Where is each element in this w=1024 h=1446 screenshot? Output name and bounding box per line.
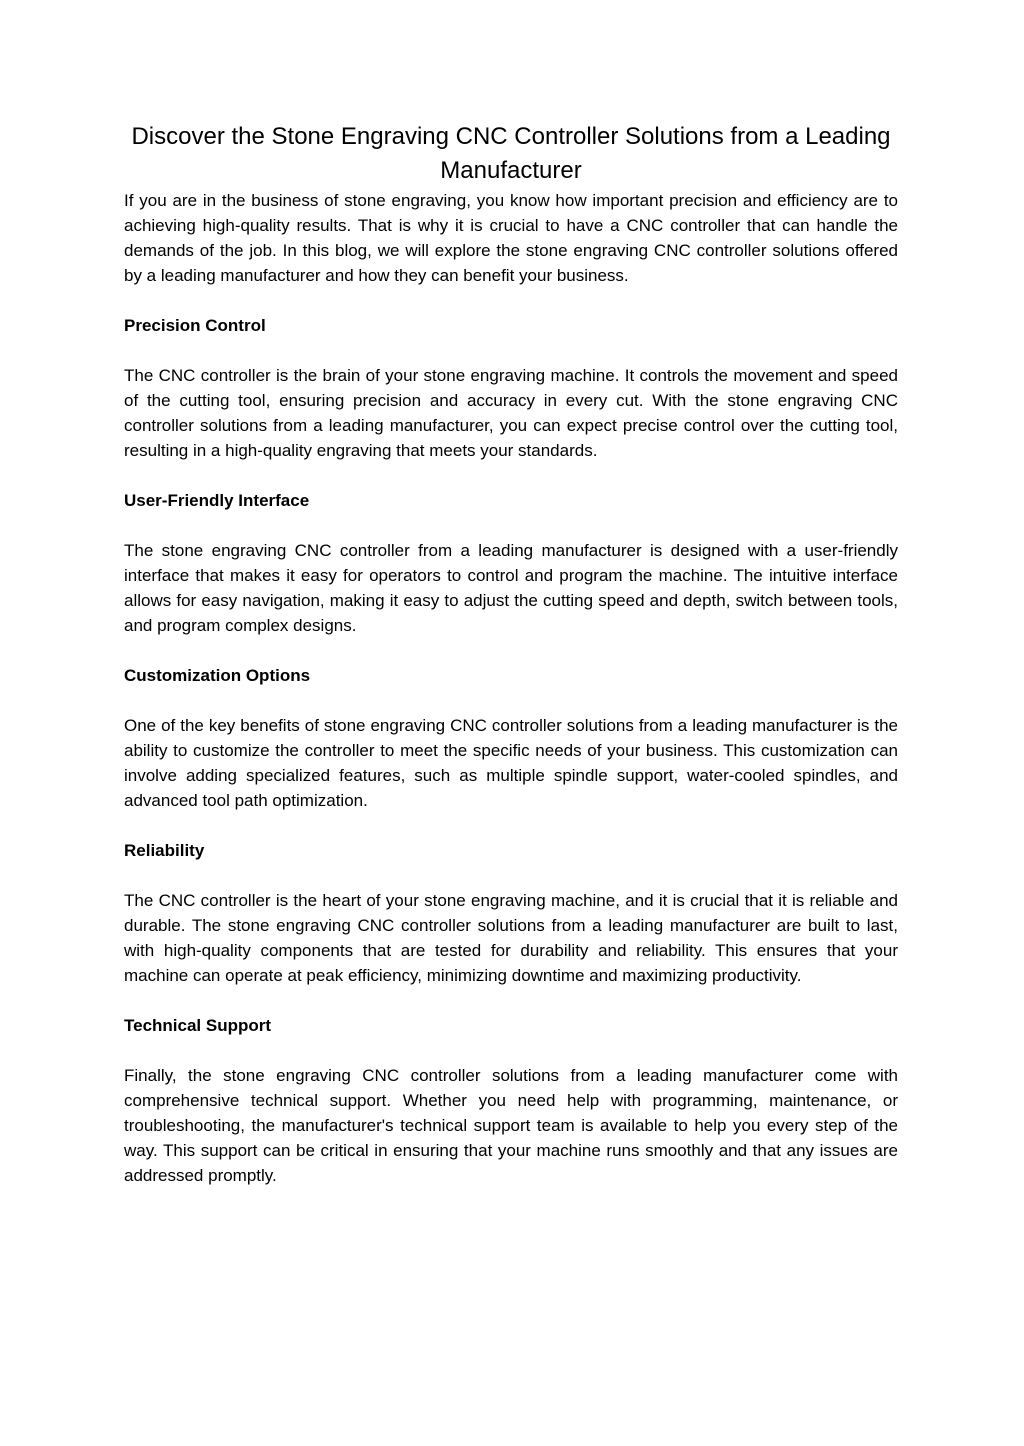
section-heading: Precision Control — [124, 316, 266, 335]
section-heading: User-Friendly Interface — [124, 491, 310, 510]
section-paragraph: The CNC controller is the heart of your stone engraving machine, and it is crucial that it is reliable and durable. The stone engraving CNC controller solutions from a leading manufacturer are built to last, with high-quality components that are tested for durability and reliability. This ensures that your machine can operate at peak efficiency, minimizing downtime and maximizing productivity. — [124, 891, 898, 985]
section-customization-options — [124, 663, 898, 813]
section-paragraph: One of the key benefits of stone engraving CNC controller solutions from a leading manufacturer is the ability to customize the controller to meet the specific needs of your business. This customization can involve adding specialized features, such as multiple spindle support, water-cooled spindles, and advanced tool path optimization. — [124, 716, 898, 810]
section-heading: Reliability — [124, 841, 205, 860]
section-precision-control — [124, 313, 898, 463]
document-page — [124, 120, 898, 1188]
section-reliability — [124, 838, 898, 988]
section-paragraph: The stone engraving CNC controller from a leading manufacturer is designed with a user-friendly interface that makes it easy for operators to control and program the machine. The intuitive interface allows for easy navigation, making it easy to adjust the cutting speed and depth, switch between tools, and program complex designs. — [124, 541, 898, 635]
section-paragraph: Finally, the stone engraving CNC controller solutions from a leading manufacturer come with comprehensive technical support. Whether you need help with programming, maintenance, or troubleshooting, the manufacturer's technical support team is available to help you every step of the way. This support can be critical in ensuring that your machine runs smoothly and that any issues are addressed promptly. — [124, 1066, 898, 1185]
section-heading: Customization Options — [124, 666, 311, 685]
section-technical-support — [124, 1013, 898, 1188]
section-paragraph: The CNC controller is the brain of your stone engraving machine. It controls the movement and speed of the cutting tool, ensuring precision and accuracy in every cut. With the stone engraving CNC controller solutions from a leading manufacturer, you can expect precise control over the cutting tool, resulting in a high-quality engraving that meets your standards. — [124, 366, 898, 460]
intro-paragraph: If you are in the business of stone engraving, you know how important precision and efficiency are to achieving high-quality results. That is why it is crucial to have a CNC controller that can handle the demands of the job. In this blog, we will explore the stone engraving CNC controller solutions offered by a leading manufacturer and how they can benefit your business. — [124, 191, 898, 285]
document-title: Discover the Stone Engraving CNC Controller Solutions from a Leading Manufacturer — [131, 123, 891, 184]
section-heading: Technical Support — [124, 1016, 272, 1035]
section-user-friendly-interface — [124, 488, 898, 638]
